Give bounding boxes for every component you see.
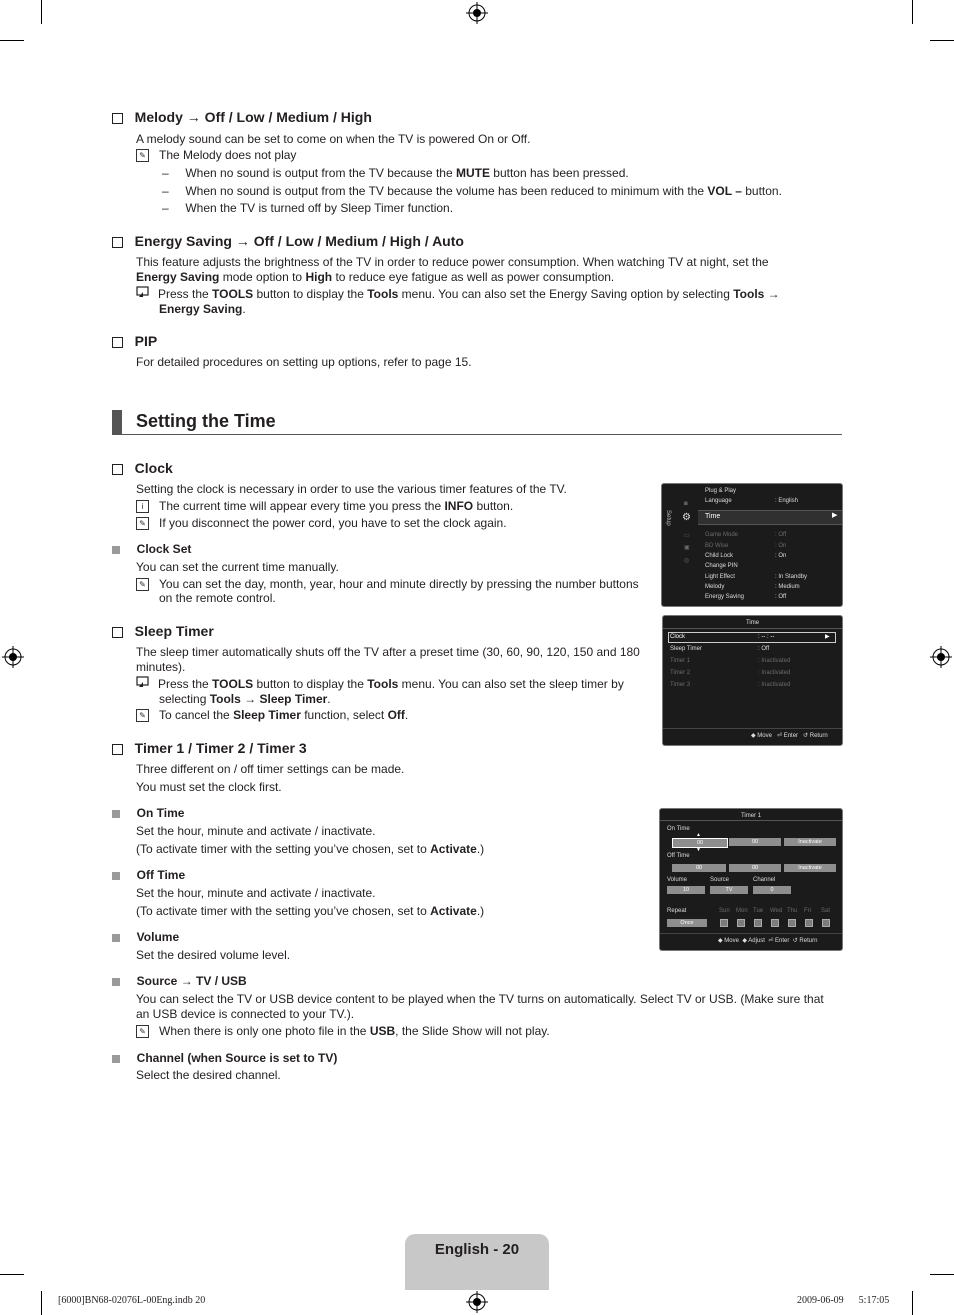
tools-icon: [136, 286, 158, 302]
text: to reduce eye fatigue as well as power consumption.: [332, 270, 615, 284]
enter-icon: ⏎: [768, 938, 774, 944]
melody-dash-2: – When no sound is output from the TV because the volume has been reduced to minimum with the VOL – button.: [162, 184, 782, 198]
osd-side-label: Setup: [665, 510, 671, 526]
bold-term: USB: [369, 1024, 396, 1038]
square-bullet-icon: [112, 978, 120, 986]
checkbox-bullet-icon: [112, 337, 123, 348]
osd-row-value: : On: [775, 543, 787, 549]
osd-title: Timer 1: [740, 813, 762, 819]
channel-desc: Select the desired channel.: [136, 1068, 281, 1082]
melody-heading-text: Melody → Off / Low / Medium / High: [134, 109, 372, 125]
clock-heading-text: Clock: [134, 460, 173, 476]
volume-field[interactable]: 10: [667, 886, 705, 894]
nav-adjust: Adjust: [748, 938, 765, 944]
osd-support-icon: ◎: [684, 558, 690, 564]
osd-nav-bar: [718, 937, 817, 945]
clock-heading: [112, 459, 173, 477]
osd-row-value: : Off: [758, 646, 770, 652]
crop-mark: [41, 0, 42, 24]
registration-mark-icon: [466, 2, 488, 24]
osd-divider: [663, 628, 842, 629]
note-icon: ✎: [136, 149, 149, 162]
dash-text: When no sound is output from the TV because the volume has been reduced to minimum with the: [185, 184, 708, 198]
osd-app-icon: ▣: [684, 545, 690, 551]
bold-term: INFO: [444, 499, 474, 513]
text: menu. You can also set the sleep timer by: [398, 677, 624, 691]
osd-row-value: : -- : --: [758, 634, 775, 640]
footer-file: [6000]BN68-02076L-00Eng.indb 20: [58, 1295, 206, 1306]
channel-heading: [112, 1050, 337, 1066]
osd-row-label: BD Wise: [705, 543, 729, 549]
repeat-field[interactable]: Once: [667, 919, 707, 927]
energy-heading: [112, 232, 464, 250]
square-bullet-icon: [112, 810, 120, 818]
osd-title: Time: [745, 620, 760, 626]
off-minute-field[interactable]: 00: [729, 864, 781, 872]
text: Timer 1 / Timer 2 / Timer 3: [134, 740, 307, 756]
energy-desc-1: This feature adjusts the brightness of the TV in order to reduce power consumption. When watching TV at night, set the: [136, 255, 769, 269]
crop-mark: [930, 1274, 954, 1275]
return-icon: ↺: [803, 733, 809, 739]
sleep-tip: [136, 676, 624, 692]
text: selecting: [159, 692, 210, 706]
text: button.: [473, 499, 514, 513]
day-label: Thu: [787, 908, 798, 914]
bold-term: Sleep Timer: [233, 708, 301, 722]
on-time-desc: Set the hour, minute and activate / inactivate.: [136, 824, 376, 838]
energy-heading-text: Energy Saving → Off / Low / Medium / High / Auto: [134, 233, 464, 249]
source-field[interactable]: TV: [710, 886, 748, 894]
text: function, select: [300, 708, 388, 722]
osd-row-label: Light Effect: [705, 574, 735, 580]
day-label: Fri: [804, 908, 811, 914]
text: Press the: [158, 287, 213, 301]
bold-term: Activate: [430, 842, 477, 856]
crop-mark: [0, 40, 24, 41]
clock-desc: Setting the clock is necessary in order to use the various timer features of the TV.: [136, 482, 567, 496]
energy-desc-2: [136, 269, 614, 285]
day-checkbox[interactable]: [805, 919, 813, 927]
off-time-desc: Set the hour, minute and activate / inactivate.: [136, 886, 376, 900]
timers-desc-1: Three different on / off timer settings can be made.: [136, 762, 405, 776]
clock-set-note-2: on the remote control.: [159, 591, 276, 605]
melody-heading: [112, 108, 372, 126]
osd-gear-icon: ⚙: [682, 512, 691, 523]
text: mode option to: [219, 270, 306, 284]
on-hour-field[interactable]: 00: [672, 838, 728, 848]
text: When there is only one photo file in the: [159, 1024, 370, 1038]
nav-enter: Enter: [775, 938, 790, 944]
off-activate-field[interactable]: Inactivate: [784, 864, 836, 872]
note-icon: ✎: [136, 1025, 149, 1038]
osd-divider: [663, 728, 842, 729]
page-label: English - 20: [434, 1241, 520, 1258]
osd-divider: [660, 933, 842, 934]
osd-label: On Time: [667, 826, 690, 832]
timers-desc-2: You must set the clock first.: [136, 780, 282, 794]
day-checkbox[interactable]: [754, 919, 762, 927]
osd-row-label: Change PIN: [705, 563, 738, 569]
checkbox-bullet-icon: [112, 113, 123, 124]
registration-mark-icon: [2, 646, 24, 668]
osd-row-label: Melody: [705, 584, 725, 590]
bold-term: Energy Saving: [159, 302, 243, 316]
sleep-heading: [112, 622, 214, 640]
osd-label: Channel: [753, 877, 776, 883]
nav-move: Move: [757, 733, 772, 739]
day-checkbox[interactable]: [788, 919, 796, 927]
bold-term: TOOLS: [212, 677, 254, 691]
section-title: Setting the Time: [136, 411, 276, 431]
day-label: Wed: [770, 908, 783, 914]
updown-icon: ◆: [742, 938, 747, 944]
osd-row-value: : Inactivated: [758, 682, 791, 688]
osd-divider: [660, 820, 842, 821]
crop-mark: [41, 1291, 42, 1315]
sleep-note: [136, 707, 408, 723]
clock-set-desc: You can set the current time manually.: [136, 560, 339, 574]
text: Volume: [136, 930, 180, 944]
crop-mark: [912, 1291, 913, 1315]
enter-icon: ⏎: [776, 733, 783, 739]
nav-return: Return: [799, 938, 818, 944]
volume-heading: [112, 929, 179, 945]
note-icon: ✎: [136, 517, 149, 530]
on-activate-field[interactable]: Inactivate: [784, 838, 836, 846]
osd-label: Off Time: [667, 853, 690, 859]
dash-bold: VOL –: [707, 184, 742, 198]
source-note: [136, 1023, 550, 1039]
osd-label: Volume: [667, 877, 688, 883]
osd-row-value: : In Standby: [775, 574, 808, 580]
osd-row-label: Timer 1: [670, 658, 691, 664]
text: (To activate timer with the setting you’ve chosen, set to: [136, 904, 431, 918]
text: menu. You can also set the Energy Saving option by selecting: [398, 287, 734, 301]
bold-term: High: [305, 270, 333, 284]
bold-term: Tools: [209, 692, 241, 706]
crop-mark: [0, 1274, 24, 1275]
osd-row-label: Timer 3: [670, 682, 691, 688]
square-bullet-icon: [112, 934, 120, 942]
osd-row-value: : Medium: [775, 584, 800, 590]
text: To cancel the: [159, 708, 234, 722]
footer-timestamp: 2009-06-09 5:17:05: [797, 1295, 890, 1306]
source-heading: [112, 973, 247, 989]
bold-term: Tools: [367, 677, 399, 691]
day-checkbox[interactable]: [771, 919, 779, 927]
bold-term: TOOLS: [212, 287, 254, 301]
osd-timer1-menu: [659, 808, 843, 951]
text: Off Time: [136, 868, 186, 882]
pip-heading: [112, 332, 157, 350]
day-checkbox[interactable]: [720, 919, 728, 927]
text: .: [242, 302, 246, 316]
text: (To activate timer with the setting you’ve chosen, set to: [136, 842, 431, 856]
checkbox-bullet-icon: [112, 237, 123, 248]
chevron-right-icon: ▶: [832, 512, 838, 519]
day-checkbox[interactable]: [822, 919, 830, 927]
dash-bold: MUTE: [455, 166, 490, 180]
clock-info: [136, 498, 513, 514]
info-icon: i: [136, 500, 149, 513]
on-time-desc-2: [136, 841, 484, 857]
osd-row-value: : Off: [775, 594, 787, 600]
note-icon: ✎: [136, 709, 149, 722]
text: .): [476, 904, 485, 918]
bold-term: Tools: [367, 287, 399, 301]
energy-tip-2: [159, 301, 246, 317]
osd-label: Source: [710, 877, 730, 883]
text: , the Slide Show will not play.: [395, 1024, 550, 1038]
osd-row-label: Child Lock: [705, 553, 734, 559]
dash-text: button.: [741, 184, 782, 198]
pip-heading-text: PIP: [134, 333, 158, 349]
osd-row-label: Timer 2: [670, 670, 691, 676]
off-time-desc-2: [136, 903, 484, 919]
dash-text: When the TV is turned off by Sleep Timer function.: [185, 201, 454, 215]
checkbox-bullet-icon: [112, 744, 123, 755]
on-minute-field[interactable]: 00: [729, 838, 781, 846]
source-desc-1: You can select the TV or USB device content to be played when the TV turns on automatically. Select TV or USB. (Make sure that: [136, 992, 824, 1006]
day-label: Sat: [821, 908, 831, 914]
osd-row-label: Time: [705, 513, 721, 520]
bold-term: Tools →: [733, 287, 780, 301]
return-icon: ↺: [792, 938, 798, 944]
text: Sleep Timer: [134, 623, 214, 639]
osd-setup-menu: [661, 483, 843, 607]
up-arrow-icon: ▲: [696, 832, 701, 838]
text: Clock Set: [136, 542, 192, 556]
osd-row-label: Sleep Timer: [670, 646, 703, 652]
text: If you disconnect the power cord, you have to set the clock again.: [159, 516, 507, 530]
osd-row-label: Game Mode: [705, 532, 739, 538]
osd-time-menu: [662, 615, 843, 746]
bold-term: Off: [387, 708, 405, 722]
chevron-right-icon: ▶: [825, 634, 830, 640]
melody-dash-3: – When the TV is turned off by Sleep Timer function.: [162, 201, 454, 215]
tools-icon: [136, 676, 158, 692]
crop-mark: [930, 40, 954, 41]
nav-return: Return: [809, 733, 828, 739]
square-bullet-icon: [112, 1055, 120, 1063]
text: .: [327, 692, 331, 706]
osd-row-label: Energy Saving: [705, 594, 745, 600]
pip-desc: For detailed procedures on setting up options, refer to page 15.: [136, 355, 472, 369]
text: Channel (when Source is set to TV): [136, 1051, 338, 1065]
nav-move: Move: [724, 938, 739, 944]
square-bullet-icon: [112, 872, 120, 880]
checkbox-bullet-icon: [112, 627, 123, 638]
off-hour-field[interactable]: 00: [672, 864, 726, 872]
text: On Time: [136, 806, 185, 820]
melody-dash-1: – When no sound is output from the TV because the MUTE button has been pressed.: [162, 166, 629, 180]
text: The current time will appear every time you press the: [159, 499, 445, 513]
dash-text: button has been pressed.: [489, 166, 629, 180]
sleep-desc-2: minutes).: [136, 660, 186, 674]
dash-text: When no sound is output from the TV because the: [185, 166, 456, 180]
day-label: Sun: [719, 908, 730, 914]
square-bullet-icon: [112, 546, 120, 554]
channel-field[interactable]: 0: [753, 886, 791, 894]
registration-mark-icon: [466, 1291, 488, 1313]
text: Press the: [158, 677, 213, 691]
text: button to display the: [253, 287, 368, 301]
registration-mark-icon: [930, 646, 952, 668]
osd-row-value: : Off: [775, 532, 787, 538]
bold-term: Energy Saving: [136, 270, 220, 284]
text: →: [240, 692, 260, 706]
section-bar: [112, 410, 122, 434]
day-checkbox[interactable]: [737, 919, 745, 927]
osd-row-value: : English: [775, 498, 799, 504]
section-divider: [112, 434, 842, 435]
osd-row-value: : Inactivated: [758, 670, 791, 676]
bold-term: Activate: [430, 904, 477, 918]
osd-row-label: Clock: [670, 634, 686, 640]
osd-setup-icon: ◙: [684, 501, 688, 507]
osd-input-icon: ▭: [684, 533, 690, 539]
nav-enter: Enter: [783, 733, 799, 739]
crop-mark: [912, 0, 913, 24]
melody-note: [136, 147, 296, 163]
osd-label: Repeat: [667, 908, 687, 914]
energy-tip: [136, 286, 806, 302]
timers-heading: [112, 739, 307, 757]
day-label: Tue: [753, 908, 764, 914]
leftright-icon: ◆: [718, 938, 723, 944]
note-icon: ✎: [136, 578, 149, 591]
clock-note: [136, 515, 507, 531]
osd-row-value: : On: [775, 553, 787, 559]
osd-nav-bar: [751, 732, 828, 740]
text: .: [404, 708, 409, 722]
volume-desc: Set the desired volume level.: [136, 948, 291, 962]
source-desc-2: an USB device is connected to your TV.).: [136, 1007, 355, 1021]
osd-selected-row[interactable]: [668, 632, 836, 643]
melody-desc: A melody sound can be set to come on when the TV is powered On or Off.: [136, 132, 531, 146]
down-arrow-icon: ▼: [696, 847, 701, 853]
checkbox-bullet-icon: [112, 464, 123, 475]
osd-row-label: Plug & Play: [705, 488, 737, 494]
sleep-tip-2: [159, 691, 331, 707]
melody-note-text: The Melody does not play: [159, 148, 297, 162]
sleep-desc-1: The sleep timer automatically shuts off the TV after a preset time (30, 60, 90, 120, 150 and 180: [136, 645, 640, 659]
clock-set-heading: [112, 541, 191, 557]
osd-row-label: Language: [705, 498, 732, 504]
text: You can set the day, month, year, hour and minute directly by pressing the number buttons: [159, 577, 639, 591]
day-label: Mon: [736, 908, 748, 914]
text: button to display the: [253, 677, 368, 691]
off-time-heading: [112, 867, 185, 883]
text: .): [476, 842, 485, 856]
on-time-heading: [112, 805, 184, 821]
bold-term: Sleep Timer: [259, 692, 328, 706]
updown-icon: ◆: [751, 733, 756, 739]
text: Source → TV / USB: [136, 974, 247, 988]
osd-row-value: : Inactivated: [758, 658, 791, 664]
